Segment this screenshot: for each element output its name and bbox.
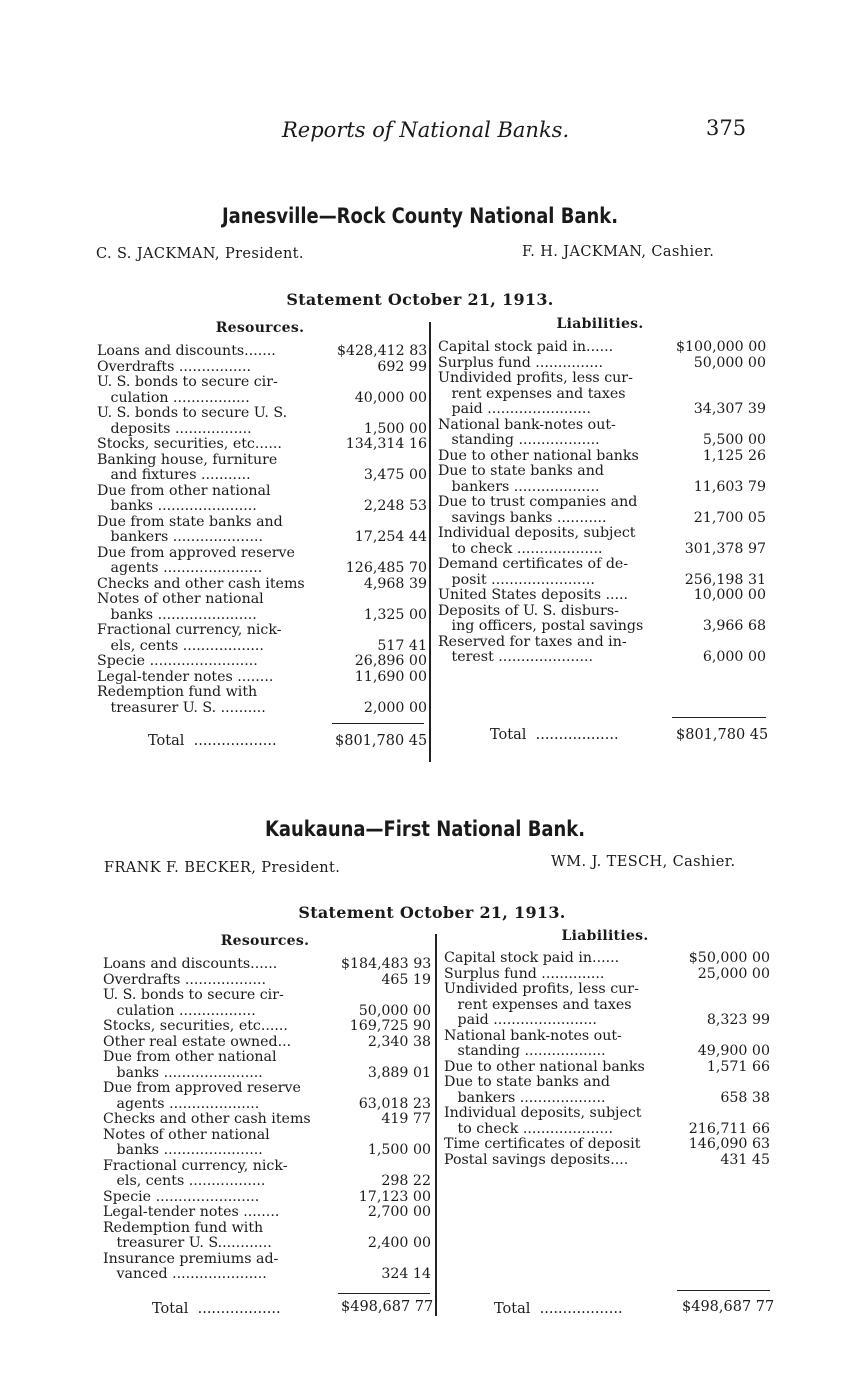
cashier-line: F. H. JACKMAN, Cashier. (522, 244, 715, 260)
table-row (103, 1097, 431, 1113)
row-label: Due from approved reserve (103, 1081, 301, 1096)
row-label: Insurance premiums ad- (103, 1251, 279, 1267)
table-row (444, 1153, 770, 1169)
table-row (97, 437, 427, 453)
table-row (444, 1122, 770, 1138)
row-label: Specie ........................ (97, 654, 258, 669)
row-amount (341, 1252, 431, 1268)
table-row (444, 998, 770, 1014)
table-row (97, 654, 427, 670)
table-row (97, 608, 427, 624)
row-label: Due to state banks and (438, 464, 604, 479)
row-amount: 4,968 39 (363, 575, 427, 592)
table-row (444, 1106, 770, 1122)
row-amount: 2,400 00 (367, 1235, 431, 1251)
row-amount: 5,500 00 (702, 432, 766, 448)
row-amount: 50,000 00 (693, 354, 766, 371)
table-row (438, 495, 766, 511)
row-label: Specie ....................... (103, 1189, 260, 1205)
row-label: treasurer U. S............ (103, 1236, 272, 1251)
row-amount (676, 604, 766, 620)
row-amount (337, 453, 427, 469)
row-label: Other real estate owned... (103, 1034, 292, 1050)
row-label: vanced ..................... (103, 1267, 267, 1282)
president-line: FRANK F. BECKER, President. (104, 860, 341, 876)
row-label: banks ...................... (103, 1065, 263, 1081)
row-amount: 26,896 00 (354, 653, 427, 669)
table-row (97, 499, 427, 515)
table-row (438, 573, 766, 589)
row-amount: 2,000 00 (363, 699, 427, 716)
row-amount: 1,125 26 (702, 447, 766, 464)
row-label: standing .................. (438, 433, 600, 448)
row-label: Capital stock paid in...... (444, 951, 620, 966)
table-row (103, 957, 431, 973)
row-label: Individual deposits, subject (444, 1106, 642, 1121)
row-amount (676, 635, 766, 651)
liabilities-table (438, 340, 766, 666)
row-amount (341, 1050, 431, 1066)
table-row (438, 604, 766, 620)
row-label: Overdrafts .................. (103, 972, 267, 988)
row-amount: 1,500 00 (367, 1142, 431, 1158)
row-amount (680, 1106, 770, 1122)
row-amount (676, 418, 766, 434)
row-label: Due to other national banks (438, 448, 639, 464)
table-row (444, 982, 770, 998)
row-label: Loans and discounts...... (103, 957, 278, 972)
bank-title: Janesville—Rock County National Bank. (221, 204, 619, 228)
row-label: Fractional currency, nick- (97, 623, 282, 638)
row-amount (680, 1075, 770, 1091)
table-row (438, 402, 766, 418)
row-amount (676, 495, 766, 511)
table-row (103, 973, 431, 989)
table-row (97, 453, 427, 469)
table-row (103, 988, 431, 1004)
row-label: savings banks ........... (438, 510, 607, 526)
row-label: Due from other national (103, 1050, 277, 1065)
row-label: deposits ................. (97, 421, 252, 437)
table-row (103, 1267, 431, 1283)
table-row (438, 371, 766, 387)
row-amount: 21,700 05 (693, 509, 766, 526)
row-amount (341, 1221, 431, 1237)
row-amount: 17,254 44 (354, 529, 427, 545)
row-label: Reserved for taxes and in- (438, 634, 627, 650)
statement-date: Statement October 21, 1913. (298, 903, 566, 922)
row-label: Deposits of U. S. disburs- (438, 603, 619, 619)
row-amount: 431 45 (720, 1151, 770, 1168)
table-row (444, 1075, 770, 1091)
table-row (97, 670, 427, 686)
row-amount: 692 99 (377, 358, 427, 375)
row-amount: 2,340 38 (367, 1033, 431, 1050)
row-amount: 169,725 90 (349, 1018, 431, 1034)
page-number: 375 (706, 116, 747, 140)
row-amount (676, 371, 766, 387)
row-amount: 17,123 00 (358, 1188, 431, 1205)
row-label: Stocks, securities, etc...... (103, 1019, 288, 1034)
row-label: els, cents .................. (97, 638, 264, 654)
row-label: bankers .................... (97, 530, 263, 545)
liabilities-total-rule (672, 717, 766, 718)
liabilities-total-value: $801,780 45 (676, 727, 769, 743)
resources-table (97, 344, 427, 716)
row-amount (680, 982, 770, 998)
row-amount: 256,198 31 (684, 571, 766, 588)
row-label: U. S. bonds to secure cir- (103, 988, 284, 1003)
row-amount (337, 406, 427, 422)
row-amount: 3,889 01 (367, 1064, 431, 1081)
row-amount: 11,603 79 (693, 478, 766, 495)
row-label: Undivided profits, less cur- (438, 371, 633, 386)
row-amount (676, 464, 766, 480)
row-label: Notes of other national (97, 592, 264, 607)
row-label: paid ....................... (438, 402, 591, 417)
table-row (444, 951, 770, 967)
row-amount: 50,000 00 (358, 1002, 431, 1019)
row-label: Checks and other cash items (103, 1112, 311, 1127)
table-row (438, 557, 766, 573)
row-label: Time certificates of deposit (444, 1137, 641, 1152)
row-amount (337, 375, 427, 391)
row-label: Banking house, furniture (97, 452, 278, 468)
row-label: Overdrafts ................ (97, 359, 252, 375)
row-amount (680, 1029, 770, 1045)
row-amount (341, 1159, 431, 1175)
row-label: to check .................... (444, 1121, 614, 1137)
row-label: rent expenses and taxes (444, 997, 632, 1013)
row-amount: $184,483 93 (341, 956, 432, 972)
row-label: agents ...................... (97, 561, 263, 576)
row-label: Loans and discounts....... (97, 344, 276, 359)
table-row (97, 592, 427, 608)
table-row (97, 406, 427, 422)
liabilities-total-label: Total .................. (490, 727, 619, 743)
table-row (438, 480, 766, 496)
row-amount: 49,900 00 (697, 1043, 770, 1059)
row-label: Demand certificates of de- (438, 557, 629, 572)
liabilities-heading: Liabilities. (556, 316, 644, 332)
liabilities-heading: Liabilities. (561, 928, 649, 944)
table-row (97, 422, 427, 438)
table-row (103, 1004, 431, 1020)
table-row (438, 635, 766, 651)
row-label: Due to state banks and (444, 1075, 610, 1090)
row-amount (676, 526, 766, 542)
row-label: bankers ................... (444, 1090, 606, 1106)
table-row (438, 433, 766, 449)
table-row (97, 344, 427, 360)
column-divider (435, 934, 437, 1316)
row-amount: 25,000 00 (697, 965, 770, 982)
table-row (438, 418, 766, 434)
row-label: United States deposits ..... (438, 588, 629, 603)
row-amount: 6,000 00 (702, 649, 766, 665)
row-label: Capital stock paid in...... (438, 340, 614, 355)
row-label: banks ...................... (97, 607, 257, 623)
row-amount: $428,412 83 (337, 343, 428, 359)
row-label: banks ...................... (103, 1143, 263, 1158)
table-row (103, 1143, 431, 1159)
liabilities-total-label: Total .................. (494, 1301, 623, 1317)
row-label: paid ....................... (444, 1013, 597, 1028)
table-row (103, 1159, 431, 1175)
table-row (438, 387, 766, 403)
row-amount: 126,485 70 (345, 560, 427, 576)
row-label: rent expenses and taxes (438, 386, 626, 402)
row-amount (337, 546, 427, 562)
row-label: Due to trust companies and (438, 495, 638, 510)
row-label: agents .................... (103, 1096, 260, 1112)
row-amount: 2,248 53 (363, 498, 427, 514)
row-label: to check ................... (438, 541, 603, 557)
row-amount (341, 1128, 431, 1144)
column-divider (429, 322, 431, 762)
row-amount: 517 41 (377, 637, 427, 654)
resources-total-value: $801,780 45 (335, 733, 428, 749)
row-amount: $50,000 00 (688, 950, 770, 966)
row-amount (337, 515, 427, 531)
table-row (97, 561, 427, 577)
table-row (97, 360, 427, 376)
table-row (103, 1236, 431, 1252)
liabilities-total-value: $498,687 77 (682, 1299, 775, 1315)
table-row (103, 1112, 431, 1128)
table-row (103, 1066, 431, 1082)
row-label: Legal-tender notes ........ (103, 1205, 280, 1220)
table-row (438, 511, 766, 527)
row-amount: 658 38 (720, 1089, 770, 1106)
row-amount: $100,000 00 (676, 339, 767, 355)
resources-total-label: Total .................. (148, 733, 277, 749)
row-amount (337, 623, 427, 639)
table-row (444, 967, 770, 983)
row-amount (676, 557, 766, 573)
table-row (438, 526, 766, 542)
row-amount: 40,000 00 (354, 389, 427, 406)
resources-heading: Resources. (215, 320, 305, 336)
table-row (97, 484, 427, 500)
row-amount: 3,966 68 (702, 618, 766, 634)
table-row (438, 619, 766, 635)
row-label: els, cents ................. (103, 1174, 266, 1189)
row-label: banks ...................... (97, 499, 257, 514)
row-label: National bank-notes out- (438, 417, 616, 433)
row-label: standing .................. (444, 1044, 606, 1059)
row-amount (337, 685, 427, 701)
row-amount: 298 22 (381, 1173, 431, 1189)
row-amount (680, 998, 770, 1014)
row-amount (341, 988, 431, 1004)
table-row (97, 577, 427, 593)
statement-date: Statement October 21, 1913. (286, 290, 554, 309)
resources-total-rule (338, 1293, 430, 1294)
row-label: Due from approved reserve (97, 545, 295, 561)
table-row (444, 1013, 770, 1029)
table-row (103, 1221, 431, 1237)
row-amount (676, 387, 766, 403)
table-row (438, 356, 766, 372)
row-label: Due from state banks and (97, 514, 283, 530)
table-row (97, 468, 427, 484)
table-row (438, 650, 766, 666)
row-label: culation ................. (97, 390, 250, 406)
president-line: C. S. JACKMAN, President. (96, 246, 304, 262)
liabilities-table (444, 951, 770, 1168)
row-amount: 3,475 00 (363, 467, 427, 483)
row-label: Due from other national (97, 483, 271, 499)
row-label: Stocks, securities, etc...... (97, 437, 282, 452)
row-label: posit ....................... (438, 572, 595, 588)
table-row (97, 701, 427, 717)
row-label: U. S. bonds to secure U. S. (97, 406, 288, 421)
row-label: National bank-notes out- (444, 1028, 622, 1044)
row-label: Postal savings deposits.... (444, 1152, 629, 1168)
table-row (103, 1019, 431, 1035)
table-row (97, 530, 427, 546)
table-row (97, 546, 427, 562)
row-amount: 324 14 (381, 1266, 431, 1282)
running-title: Reports of National Banks. (282, 118, 570, 142)
row-label: and fixtures ........... (97, 468, 251, 483)
row-amount: 11,690 00 (354, 668, 427, 685)
row-amount: 301,378 97 (684, 540, 766, 557)
row-label: Redemption fund with (103, 1220, 264, 1236)
row-label: Undivided profits, less cur- (444, 982, 639, 997)
row-label: Surplus fund .............. (444, 966, 605, 982)
row-amount: 10,000 00 (693, 587, 766, 603)
row-amount (341, 1081, 431, 1097)
row-label: Surplus fund ............... (438, 355, 603, 371)
row-label: Redemption fund with (97, 685, 258, 700)
row-amount: 34,307 39 (693, 401, 766, 417)
table-row (444, 1044, 770, 1060)
row-label: terest ..................... (438, 650, 594, 665)
row-amount: 1,325 00 (363, 606, 427, 623)
table-row (97, 515, 427, 531)
row-label: treasurer U. S. .......... (97, 700, 266, 716)
row-amount: 1,571 66 (706, 1058, 770, 1075)
row-amount: 1,500 00 (363, 420, 427, 437)
table-row (97, 391, 427, 407)
row-amount: 465 19 (381, 971, 431, 988)
table-row (444, 1060, 770, 1076)
row-label: culation ................. (103, 1003, 256, 1019)
table-row (97, 685, 427, 701)
table-row (438, 464, 766, 480)
table-row (97, 639, 427, 655)
row-amount: 146,090 63 (688, 1136, 770, 1152)
resources-table (103, 957, 431, 1283)
row-label: Fractional currency, nick- (103, 1158, 288, 1174)
row-amount: 419 77 (381, 1111, 431, 1127)
cashier-line: WM. J. TESCH, Cashier. (551, 854, 736, 870)
bank-title: Kaukauna—First National Bank. (264, 817, 586, 841)
table-row (103, 1050, 431, 1066)
table-row (103, 1174, 431, 1190)
resources-total-label: Total .................. (152, 1301, 281, 1317)
table-row (97, 623, 427, 639)
table-row (438, 542, 766, 558)
row-amount: 134,314 16 (345, 436, 427, 452)
resources-heading: Resources. (220, 933, 310, 949)
table-row (103, 1252, 431, 1268)
resources-total-value: $498,687 77 (341, 1299, 434, 1315)
row-label: ing officers, postal savings (438, 619, 644, 634)
table-row (103, 1035, 431, 1051)
row-label: U. S. bonds to secure cir- (97, 375, 278, 390)
row-label: Individual deposits, subject (438, 526, 636, 541)
row-amount: 63,018 23 (358, 1095, 431, 1112)
row-label: Notes of other national (103, 1127, 270, 1143)
table-row (103, 1190, 431, 1206)
table-row (97, 375, 427, 391)
liabilities-total-rule (677, 1290, 770, 1291)
row-amount: 8,323 99 (706, 1012, 770, 1028)
row-amount (337, 592, 427, 608)
table-row (444, 1029, 770, 1045)
table-row (103, 1205, 431, 1221)
table-row (103, 1081, 431, 1097)
table-row (444, 1137, 770, 1153)
table-row (438, 449, 766, 465)
table-row (103, 1128, 431, 1144)
row-label: Checks and other cash items (97, 576, 305, 592)
resources-total-rule (332, 723, 424, 724)
table-row (444, 1091, 770, 1107)
row-label: Due to other national banks (444, 1059, 645, 1075)
row-amount: 216,711 66 (688, 1120, 770, 1137)
table-row (438, 588, 766, 604)
row-amount (337, 484, 427, 500)
row-amount: 2,700 00 (367, 1204, 431, 1220)
row-label: Legal-tender notes ........ (97, 669, 274, 685)
table-row (438, 340, 766, 356)
row-label: bankers ................... (438, 479, 600, 495)
